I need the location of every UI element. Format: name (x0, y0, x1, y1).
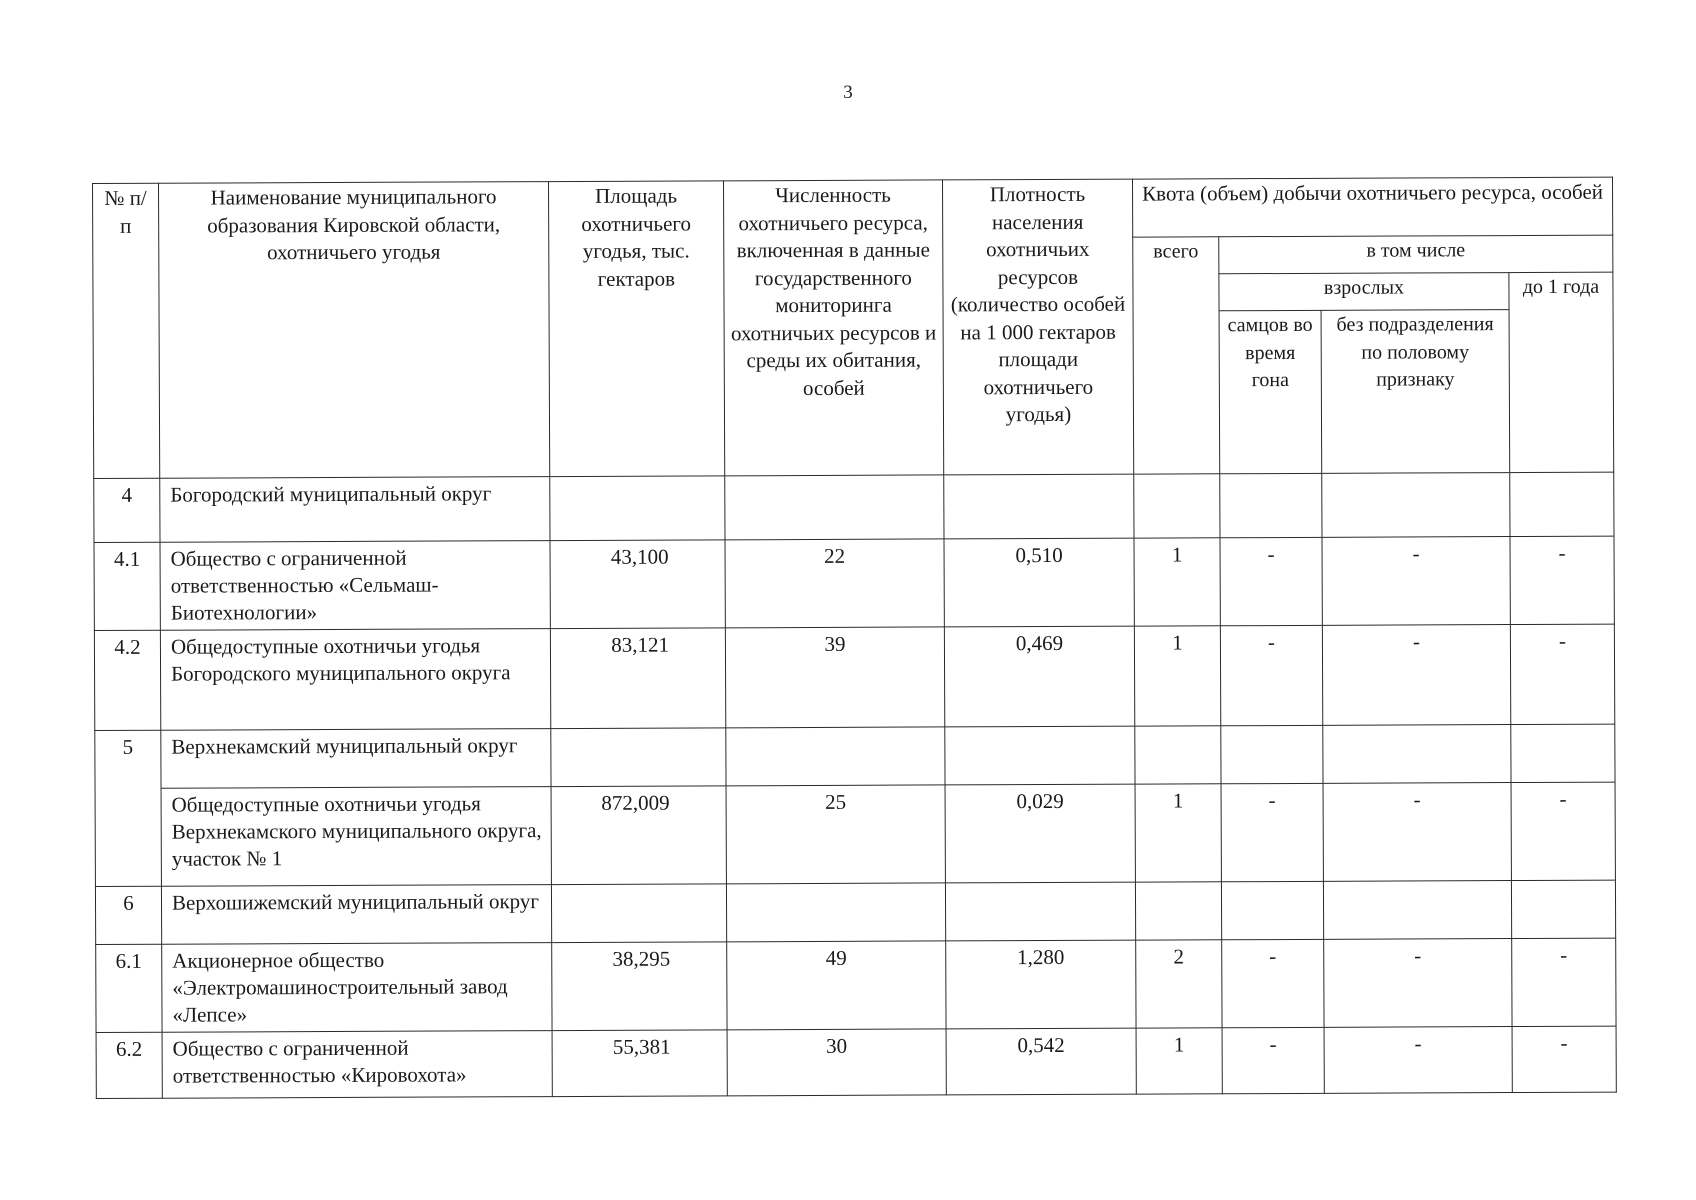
row-count: 30 (727, 1029, 946, 1096)
row-males: - (1220, 625, 1322, 725)
row-total: 1 (1134, 626, 1220, 726)
header-num: № п/п (93, 183, 160, 478)
table-row (95, 880, 1615, 944)
header-no-sex-division: без подразделения по половому признаку (1321, 310, 1510, 474)
row-count: 39 (725, 627, 944, 728)
table-row (96, 938, 1616, 1032)
row-name: Верхошижемский муниципальный округ (161, 885, 551, 945)
header-adults: взрослых (1219, 273, 1509, 311)
row-no-sex: - (1322, 537, 1510, 626)
row-area: 43,100 (550, 540, 725, 629)
row-name: Общество с ограниченной ответственностью «Сельмаш-Биотехнологии» (160, 541, 550, 631)
row-density: 0,542 (946, 1028, 1136, 1095)
row-area: 55,381 (552, 1030, 727, 1097)
row-total: 1 (1135, 784, 1221, 882)
row-num: 4.2 (94, 630, 160, 730)
header-under-one-year: до 1 года (1509, 272, 1614, 472)
row-num: 6.2 (96, 1032, 162, 1098)
row-num: 4 (94, 478, 160, 542)
row-count: 49 (727, 941, 946, 1030)
header-count: Численность охотничьего ресурса, включенная в данные государственного мониторинга охотничьих ресурсов и среды их обитания, особей (723, 180, 943, 476)
row-density: 0,469 (944, 626, 1134, 727)
row-males: - (1221, 783, 1323, 881)
row-area: 38,295 (552, 942, 727, 1031)
row-count: 25 (726, 785, 945, 884)
header-total: всего (1133, 237, 1220, 474)
row-no-sex: - (1324, 1027, 1512, 1094)
row-num: 6 (95, 886, 161, 944)
table-row (94, 536, 1614, 630)
table-row (94, 472, 1614, 542)
row-no-sex: - (1323, 783, 1511, 882)
header-quota: Квота (объем) добычи охотничьего ресурса, особей (1132, 177, 1612, 237)
row-total: 1 (1134, 538, 1220, 626)
row-no-sex: - (1322, 625, 1510, 726)
header-density: Плотность населения охотничьих ресурсов (количество особей на 1 000 гектаров площади охотничьего угодья) (942, 179, 1133, 475)
row-num: 4.1 (94, 542, 160, 630)
row-name: Общедоступные охотничьи угодья Богородского муниципального округа (160, 629, 550, 731)
row-name: Общество с ограниченной ответственностью «Кировохота» (162, 1031, 552, 1099)
row-name: Акционерное общество «Электромашиностроительный завод «Лепсе» (162, 943, 552, 1033)
row-num: 6.1 (96, 944, 162, 1032)
table-row (95, 724, 1615, 788)
row-total: 2 (1136, 940, 1222, 1028)
table-row (96, 1026, 1616, 1098)
table-row (95, 782, 1615, 886)
header-males-rut: самцов во время гона (1219, 310, 1322, 473)
row-area: 83,121 (550, 628, 725, 729)
header-name: Наименование муниципального образования Кировской области, охотничьего угодья (159, 182, 550, 479)
row-name: Верхнекамский муниципальный округ (161, 729, 551, 789)
row-no-sex: - (1324, 939, 1512, 1028)
page-number: 3 (843, 82, 853, 103)
row-males: - (1222, 939, 1324, 1027)
header-including: в том числе (1219, 235, 1613, 274)
row-under-one: - (1512, 938, 1616, 1026)
row-density: 0,510 (944, 538, 1134, 627)
row-num: 5 (95, 730, 162, 886)
row-under-one: - (1510, 536, 1614, 624)
row-under-one: - (1512, 1026, 1616, 1092)
row-under-one: - (1510, 624, 1614, 724)
row-males: - (1220, 537, 1322, 625)
row-name: Общедоступные охотничьи угодья Верхнекамского муниципального округа, участок № 1 (161, 787, 551, 887)
row-males: - (1222, 1027, 1324, 1093)
row-area: 872,009 (551, 786, 726, 885)
row-density: 1,280 (946, 940, 1136, 1029)
table-row (94, 624, 1614, 730)
hunting-quota-table (92, 177, 1617, 1099)
row-total: 1 (1136, 1028, 1222, 1094)
header-area: Площадь охотничьего угодья, тыс. гектаров (548, 181, 724, 477)
row-name: Богородский муниципальный округ (160, 477, 550, 543)
row-density: 0,029 (945, 784, 1135, 883)
row-count: 22 (725, 539, 944, 628)
row-under-one: - (1511, 782, 1615, 880)
